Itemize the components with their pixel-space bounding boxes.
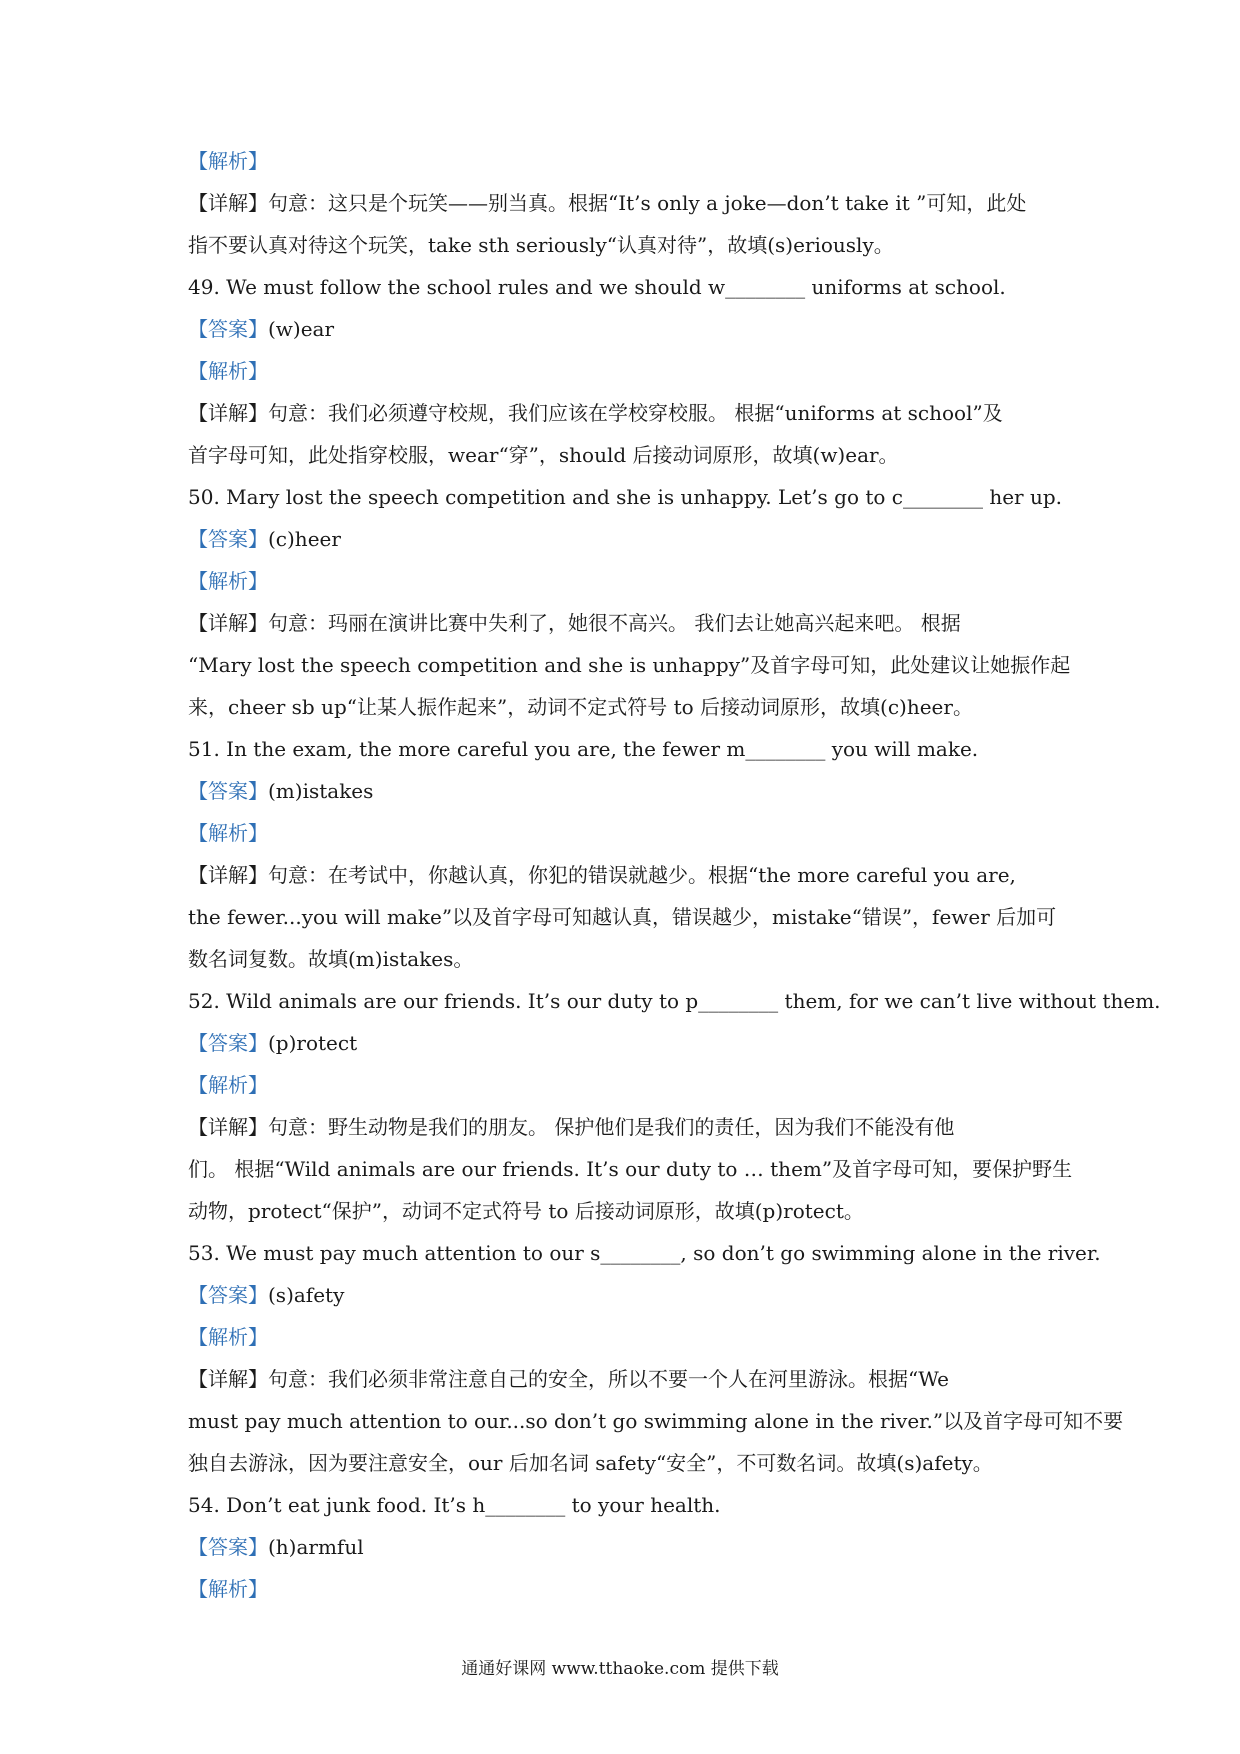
answer-label: 【答案】 [188,317,268,341]
detail-label: 【详解】 [188,863,268,887]
line-text: 独自去游泳，因为要注意安全，our 后加名词 safety“安全”，不可数名词。故填(s)afety。 [188,1451,993,1475]
text-line [188,1148,1073,1190]
line-text: 51. In the exam, the more careful you are, the fewer m________ you will make. [188,737,979,761]
line-text: “Mary lost the speech competition and she is unhappy”及首字母可知，此处建议让她振作起 [188,653,1071,677]
text-line [188,476,1063,518]
text-line [188,560,1058,602]
text-line [188,728,1058,770]
line-text: 们。 根据“Wild animals are our friends. It’s our duty to … them”及首字母可知，要保护野生 [188,1157,1073,1181]
analysis-label: 【解析】 [188,1577,268,1601]
text-line [188,266,1058,308]
text-line [188,1568,1058,1610]
line-text: (w)ear [268,317,335,341]
text-line [188,1316,1058,1358]
detail-label: 【详解】 [188,401,268,425]
analysis-label: 【解析】 [188,359,268,383]
line-text: 动物，protect“保护”，动词不定式符号 to 后接动词原形，故填(p)rotect。 [188,1199,864,1223]
text-line [188,686,1058,728]
text-line [188,518,1058,560]
text-line [188,392,1058,434]
text-line [188,350,1058,392]
line-text: 54. Don’t eat junk food. It’s h________ to your health. [188,1493,721,1517]
text-line [188,854,1058,896]
line-text: (p)rotect [268,1031,358,1055]
analysis-label: 【解析】 [188,149,268,173]
text-line [188,1526,1058,1568]
analysis-label: 【解析】 [188,569,268,593]
analysis-label: 【解析】 [188,1325,268,1349]
detail-label: 【详解】 [188,191,268,215]
line-text: 句意：在考试中，你越认真，你犯的错误就越少。根据“the more careful you are, [268,863,1016,887]
analysis-label: 【解析】 [188,1073,268,1097]
text-line [188,308,1058,350]
detail-label: 【详解】 [188,611,268,635]
text-line [188,770,1058,812]
text-line [188,1400,1124,1442]
line-text: 数名词复数。故填(m)istakes。 [188,947,474,971]
text-line [188,896,1058,938]
line-text: 句意：这只是个玩笑——别当真。根据“It’s only a joke—don’t take it ”可知，此处 [268,191,1027,215]
line-text: 53. We must pay much attention to our s________, so don’t go swimming alone in the river. [188,1241,1101,1265]
line-text: 50. Mary lost the speech competition and she is unhappy. Let’s go to c________ her up. [188,485,1063,509]
line-text: must pay much attention to our...so don’t go swimming alone in the river.”以及首字母可知不要 [188,1409,1124,1433]
answer-label: 【答案】 [188,527,268,551]
text-line [188,1190,1058,1232]
answer-label: 【答案】 [188,1031,268,1055]
line-text: 49. We must follow the school rules and we should w________ uniforms at school. [188,275,1006,299]
text-line [188,1022,1058,1064]
text-line [188,938,1058,980]
line-text: 首字母可知，此处指穿校服，wear“穿”，should 后接动词原形，故填(w)ear。 [188,443,899,467]
text-line [188,980,1161,1022]
text-line [188,1106,1058,1148]
answer-label: 【答案】 [188,1283,268,1307]
line-text: 句意：野生动物是我们的朋友。 保护他们是我们的责任，因为我们不能没有他 [268,1115,955,1139]
line-text: 52. Wild animals are our friends. It’s our duty to p________ them, for we can’t live without them. [188,989,1161,1013]
line-text: (h)armful [268,1535,364,1559]
detail-label: 【详解】 [188,1115,268,1139]
analysis-label: 【解析】 [188,821,268,845]
line-text: (s)afety [268,1283,345,1307]
text-line [188,602,1058,644]
line-text: 来，cheer sb up“让某人振作起来”，动词不定式符号 to 后接动词原形，故填(c)heer。 [188,695,973,719]
line-text: 句意：我们必须遵守校规，我们应该在学校穿校服。 根据“uniforms at school”及 [268,401,1003,425]
text-line [188,434,1058,476]
page-footer: 通通好课网 www.tthaoke.com 提供下载 [461,1659,779,1679]
text-line [188,182,1058,224]
text-line [188,812,1058,854]
line-text: (m)istakes [268,779,374,803]
line-text: the fewer...you will make”以及首字母可知越认真，错误越少，mistake“错误”，fewer 后加可 [188,905,1057,929]
text-line [188,1064,1058,1106]
text-line [188,1358,1058,1400]
line-text: 句意：玛丽在演讲比赛中失利了，她很不高兴。 我们去让她高兴起来吧。 根据 [268,611,961,635]
text-line [188,224,1058,266]
text-line [188,1274,1058,1316]
text-line [188,140,1058,182]
line-text: 句意：我们必须非常注意自己的安全，所以不要一个人在河里游泳。根据“We [268,1367,949,1391]
text-line [188,644,1071,686]
text-line [188,1232,1101,1274]
line-text: 指不要认真对待这个玩笑，take sth seriously“认真对待”，故填(s)eriously。 [188,233,894,257]
document-body [188,140,1161,1610]
text-line [188,1442,1058,1484]
answer-label: 【答案】 [188,1535,268,1559]
line-text: (c)heer [268,527,341,551]
answer-label: 【答案】 [188,779,268,803]
detail-label: 【详解】 [188,1367,268,1391]
text-line [188,1484,1058,1526]
